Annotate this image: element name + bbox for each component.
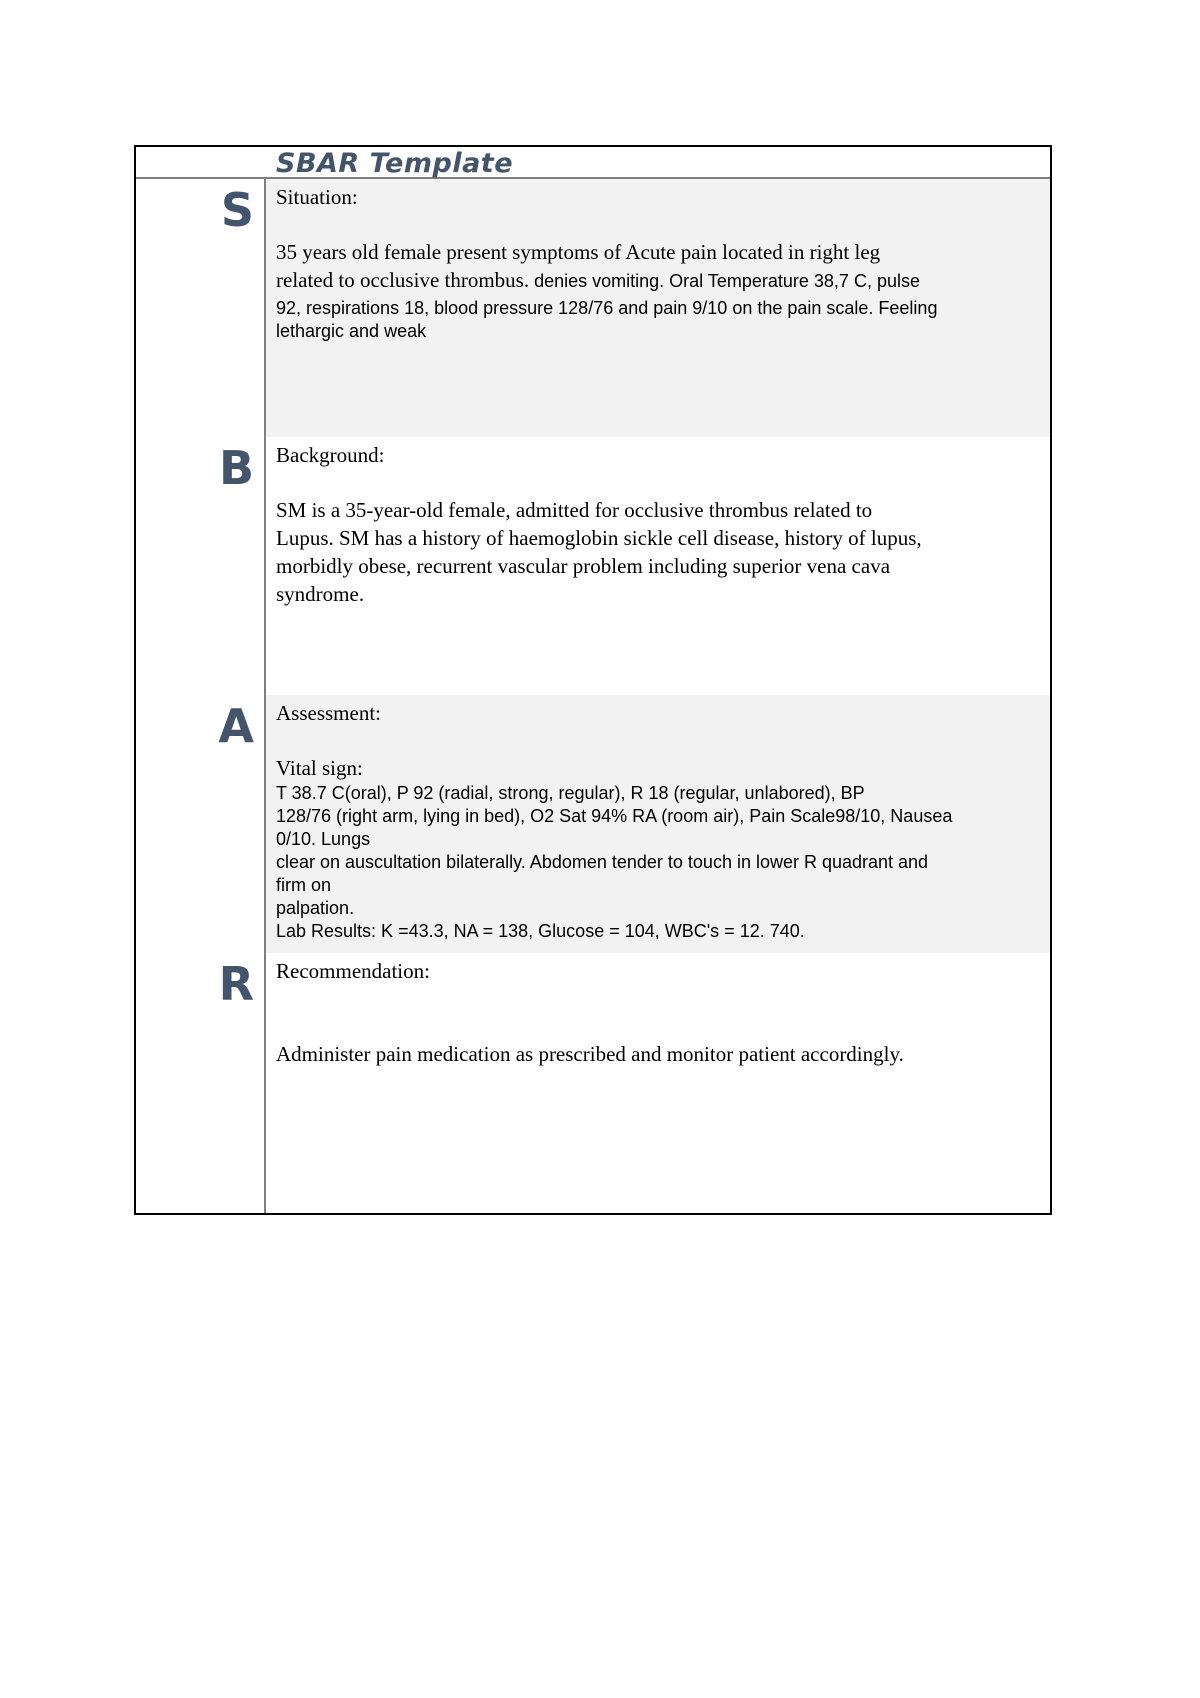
- assessment-text-line: 128/76 (right arm, lying in bed), O2 Sat 94% RA (room air), Pain Scale98/10, Nausea: [276, 806, 953, 826]
- background-text-line: morbidly obese, recurrent vascular problem including superior vena cava: [276, 554, 891, 578]
- situation-heading: Situation:: [276, 185, 358, 209]
- situation-letter: S: [220, 183, 254, 237]
- situation-text-fragment: denies vomiting. Oral Temperature 38,7 C, pulse: [529, 271, 920, 291]
- situation-text-fragment: related to occlusive thrombus.: [276, 268, 530, 292]
- form-title: SBAR Template: [276, 148, 514, 179]
- lab-results-line: Lab Results: K =43.3, NA = 138, Glucose = 104, WBC's = 12. 740.: [276, 921, 805, 941]
- situation-text-line: 35 years old female present symptoms of Acute pain located in right leg: [276, 240, 881, 264]
- recommendation-text-line: Administer pain medication as prescribed and monitor patient accordingly.: [276, 1042, 904, 1066]
- recommendation-section: [266, 953, 1050, 1213]
- situation-text-line: lethargic and weak: [276, 321, 427, 341]
- assessment-text-line: palpation.: [276, 898, 355, 918]
- recommendation-letter: R: [218, 957, 254, 1011]
- situation-text-line: 92, respirations 18, blood pressure 128/76 and pain 9/10 on the pain scale. Feeling: [276, 298, 938, 318]
- background-text-line: SM is a 35-year-old female, admitted for occlusive thrombus related to: [276, 498, 873, 522]
- recommendation-heading: Recommendation:: [276, 959, 430, 983]
- assessment-text-line: T 38.7 C(oral), P 92 (radial, strong, regular), R 18 (regular, unlabored), BP: [276, 783, 865, 803]
- sbar-form: [134, 145, 1052, 1215]
- situation-section: [266, 179, 1050, 437]
- vital-sign-subheading: Vital sign:: [276, 756, 363, 780]
- title-row: [136, 147, 1050, 179]
- assessment-letter: A: [218, 699, 254, 753]
- background-letter: B: [218, 441, 254, 495]
- background-section: [266, 437, 1050, 695]
- assessment-section: [266, 695, 1050, 953]
- background-text-line: syndrome.: [276, 582, 365, 606]
- assessment-text-line: clear on auscultation bilaterally. Abdomen tender to touch in lower R quadrant and: [276, 852, 929, 872]
- assessment-text-line: firm on: [276, 875, 332, 895]
- background-text-line: Lupus. SM has a history of haemoglobin sickle cell disease, history of lupus,: [276, 526, 922, 550]
- assessment-text-line: 0/10. Lungs: [276, 829, 371, 849]
- background-heading: Background:: [276, 443, 385, 467]
- assessment-heading: Assessment:: [276, 701, 381, 725]
